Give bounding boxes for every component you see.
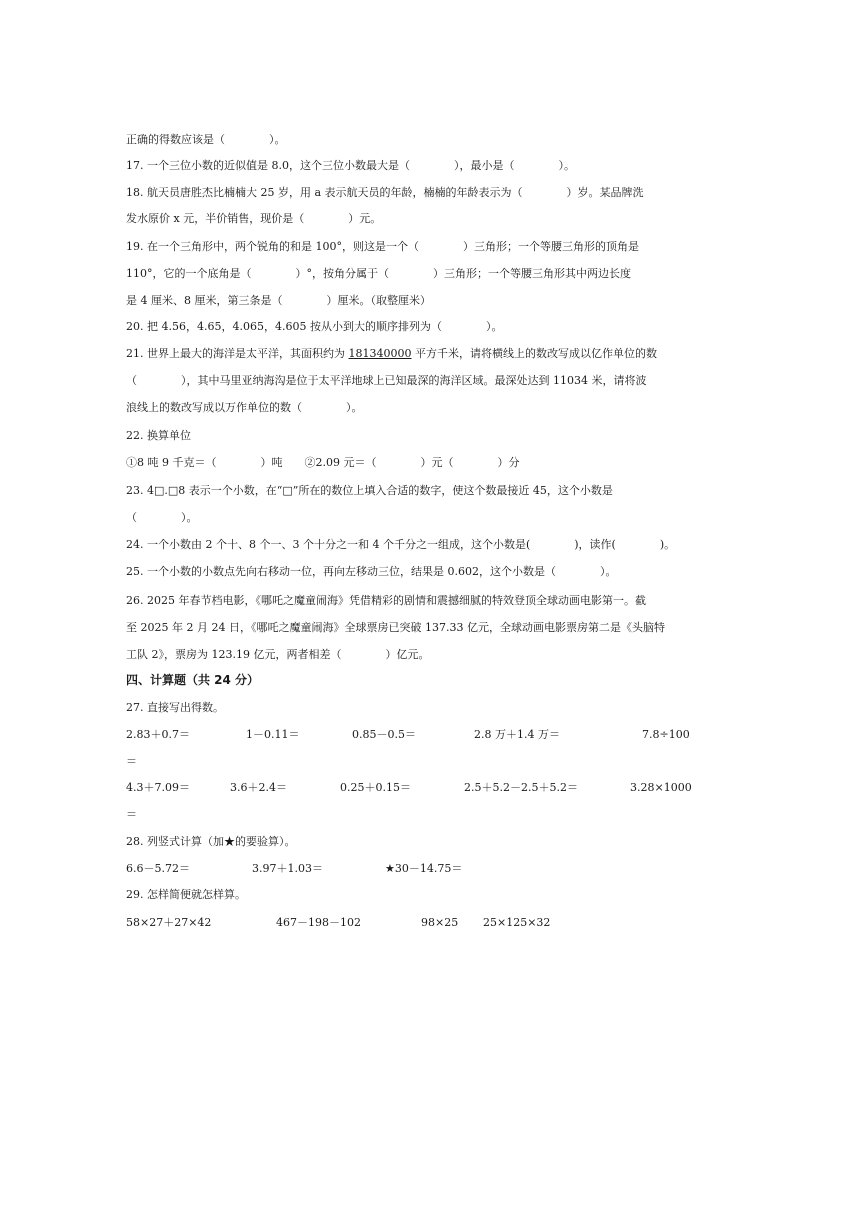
q27-r1-c1: 2.83＋0.7＝ (126, 728, 190, 741)
q27-r2-c4: 2.5＋5.2－2.5＋5.2＝ (464, 781, 578, 794)
q27-r2-c2: 3.6＋2.4＝ (230, 781, 287, 794)
q29-item-2: 467－198－102 (276, 916, 361, 929)
q29-item-4: 25×125×32 (483, 916, 551, 929)
question-23-line1: 23. 4□.□8 表示一个小数，在“□”所在的数位上填入合适的数字，使这个数最接近 45，这个小数是 (126, 484, 613, 497)
question-17: 17. 一个三位小数的近似值是 8.0，这个三位小数最大是（ ），最小是（ ）。 (126, 159, 575, 172)
question-24: 24. 一个小数由 2 个十、8 个一、3 个十分之一和 4 个千分之一组成，这个小数是( )，读作( )。 (126, 538, 676, 551)
question-21-line2: （ ），其中马里亚纳海沟是位于太平洋地球上已知最深的海洋区域。最深处达到 11034 米，请将波 (126, 374, 647, 387)
q29-item-3: 98×25 (421, 916, 459, 929)
section-4-heading: 四、计算题（共 24 分） (126, 673, 260, 687)
q28-item-1: 6.6－5.72＝ (126, 862, 190, 875)
question-19-line1: 19. 在一个三角形中，两个锐角的和是 100°，则这是一个（ ）三角形；一个等腰三角形的顶角是 (126, 240, 639, 253)
q27-r1-c3: 0.85－0.5＝ (352, 728, 416, 741)
q27-r2-c3: 0.25＋0.15＝ (340, 781, 411, 794)
question-18-line2: 发水原价 x 元，半价销售，现价是（ ）元。 (126, 212, 382, 225)
question-26-line3: 工队 2》，票房为 123.19 亿元，两者相差（ ）亿元。 (126, 648, 430, 661)
q28-item-2: 3.97＋1.03＝ (252, 862, 323, 875)
question-18-line1: 18. 航天员唐胜杰比楠楠大 25 岁，用 a 表示航天员的年龄，楠楠的年龄表示为（ ）岁。某品牌洗 (126, 186, 644, 199)
q27-r1-wrap: ＝ (126, 755, 137, 768)
question-20: 20. 把 4.56，4.65，4.065，4.605 按从小到大的顺序排列为（ ）。 (126, 320, 503, 333)
question-21-line3: 浪线上的数改写成以万作单位的数（ ）。 (126, 401, 363, 414)
question-25: 25. 一个小数的小数点先向右移动一位，再向左移动三位，结果是 0.602，这个小数是（ ）。 (126, 565, 617, 578)
question-19-line3: 是 4 厘米、8 厘米，第三条是（ ）厘米。（取整厘米） (126, 294, 431, 307)
q27-r2-wrap: ＝ (126, 808, 137, 821)
question-21-line1 (126, 347, 657, 361)
q21-text-pre: 21. 世界上最大的海洋是太平洋，其面积约为 (126, 347, 349, 360)
question-22-items: ①8 吨 9 千克＝（ ）吨 ②2.09 元＝（ ）元（ ）分 (126, 456, 520, 469)
q21-underlined-number: 181340000 (348, 347, 412, 360)
q27-r1-c2: 1－0.11＝ (246, 728, 300, 741)
q27-r2-c5: 3.28×1000 (630, 781, 692, 794)
q28-item-3: ★30－14.75＝ (385, 862, 463, 875)
q27-r2-c1: 4.3＋7.09＝ (126, 781, 190, 794)
question-28-title: 28. 列竖式计算（加★的要验算）。 (126, 835, 296, 848)
q21-text-post: 平方千米，请将横线上的数改写成以亿作单位的数 (411, 347, 657, 360)
question-23-line2: （ ）。 (126, 511, 198, 524)
question-19-line2: 110°，它的一个底角是（ ）°，按角分属于（ ）三角形；一个等腰三角形其中两边长度 (126, 267, 631, 280)
question-26-line1: 26. 2025 年春节档电影，《哪吒之魔童闹海》凭借精彩的剧情和震撼细腻的特效登顶全球动画电影第一。截 (126, 594, 646, 607)
q27-r1-c5: 7.8÷100 (642, 728, 690, 741)
q29-item-1: 58×27＋27×42 (126, 916, 212, 929)
q16-continuation: 正确的得数应该是（ ）。 (126, 133, 286, 146)
q27-r1-c4: 2.8 万＋1.4 万＝ (474, 728, 560, 741)
question-27-title: 27. 直接写出得数。 (126, 701, 224, 714)
question-26-line2: 至 2025 年 2 月 24 日，《哪吒之魔童闹海》全球票房已突破 137.33 亿元，全球动画电影票房第二是《头脑特 (126, 621, 665, 634)
question-22-title: 22. 换算单位 (126, 429, 191, 442)
question-29-title: 29. 怎样简便就怎样算。 (126, 888, 246, 901)
